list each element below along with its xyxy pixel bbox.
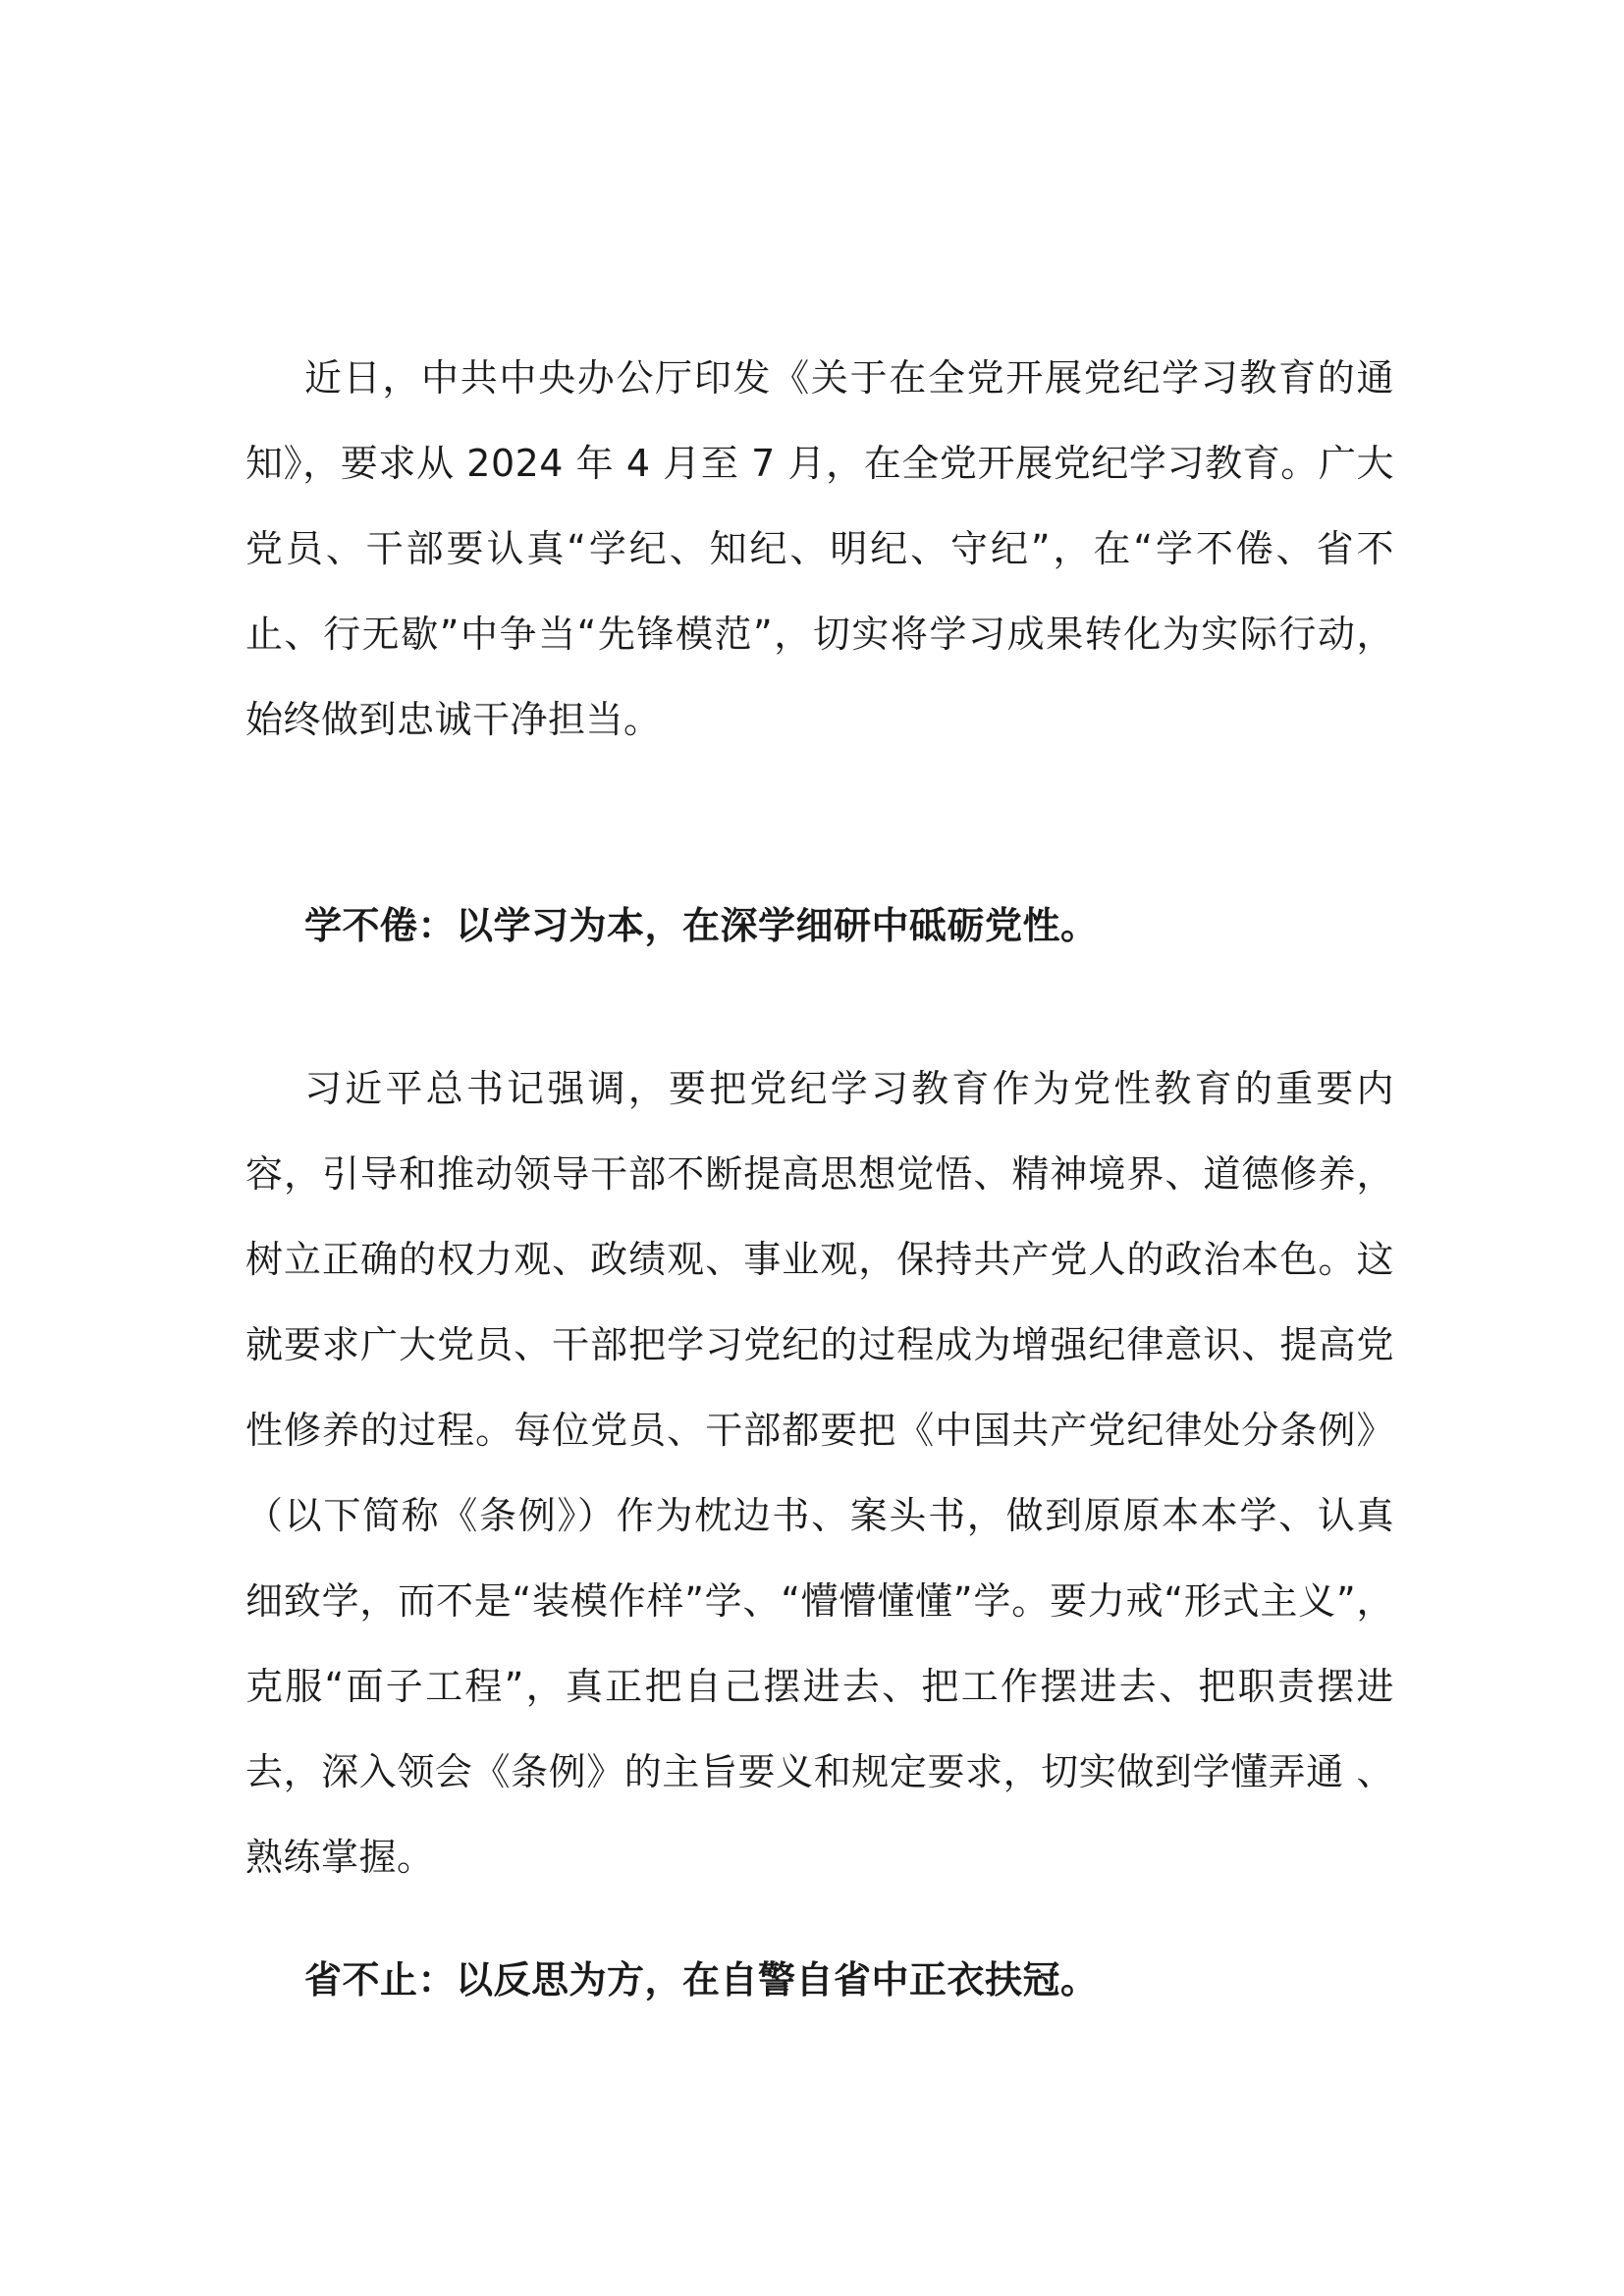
section-heading-reflect: 省不止：以反思为方，在自警自省中正衣扶冠。 <box>304 1958 1099 2002</box>
intro-paragraph: 近日，中共中央办公厅印发《关于在全党开展党纪学习教育的通知》，要求从 2024 年 4 月至 7 月，在全党开展党纪学习教育。广大党员、干部要认真“学纪、知纪、明纪、守纪”，在“学不倦、省不止、行无歇”中争当“先锋模范”，切实将学习成果转化为实际行动，始终做到忠诚干净担当。 <box>245 356 1394 741</box>
study-paragraph: 习近平总书记强调，要把党纪学习教育作为党性教育的重要内容，引导和推动领导干部不断提高思想觉悟、精神境界、道德修养，树立正确的权力观、政绩观、事业观，保持共产党人的政治本色。这就要求广大党员、干部把学习党纪的过程成为增强纪律意识、提高党性修养的过程。每位党员、干部都要把《中国共产党纪律处分条例》（以下简称《条例》）作为枕边书、案头书，做到原原本本学、认真细致学，而不是“装模作样”学、“懵懵懂懂”学。要力戒“形式主义”，克服“面子工程”，真正把自己摆进去、把工作摆进去、把职责摆进去，深入领会《条例》的主旨要义和规定要求，切实做到学懂弄通 、熟练掌握。 <box>245 1067 1394 1879</box>
section-heading-study: 学不倦：以学习为本，在深学细研中砥砺党性。 <box>304 904 1099 947</box>
